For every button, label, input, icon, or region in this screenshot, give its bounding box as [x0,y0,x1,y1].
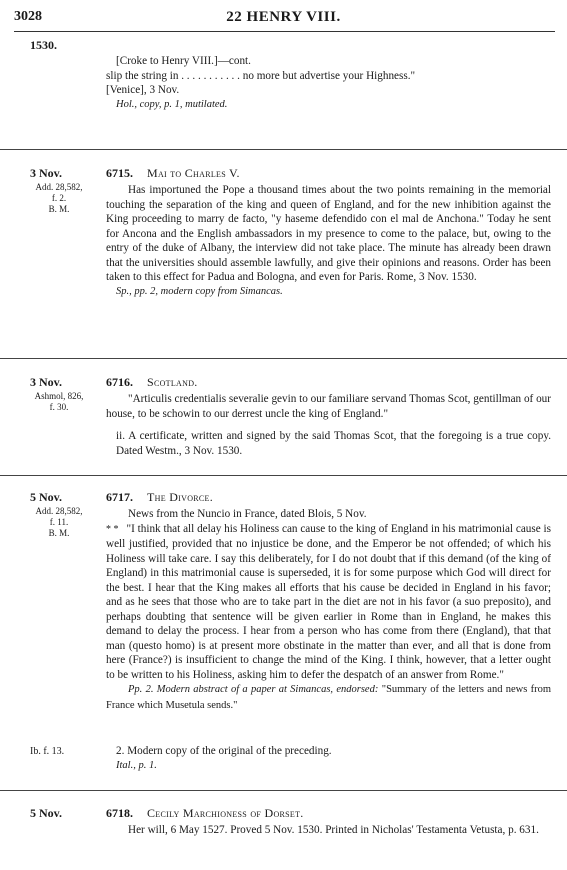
entry-footnote-quote: "Summary of the letters and news from France which Musetula sends." [106,684,551,711]
continued-footnote: Hol., copy, p. 1, mutilated. [116,98,228,110]
entry-title: The Divorce. [147,490,214,504]
year-marker: 1530. [30,38,57,52]
continued-place-date: [Venice], 3 Nov. [106,84,180,96]
entry-heading [106,166,240,181]
entry-separator [0,358,567,359]
continued-heading: [Croke to Henry VIII.]—cont. [116,55,251,67]
entry-text: "I think that all delay his Holiness can cause to the king of England in his matrimonial cause is well justified, provided that no injustice be done, and the Emperor be not offended; of which his Holiness will take care. I say this deliberately, for I do not doubt that if this demand (of the king of England) in this matrimonial cause is superseded, it is for some purpose which God will direct for the best. I hear that the King makes all efforts that his cause be decided in England in his favor; and as he sees that those who are to take part in the diet are not in his favor (a suo preposito), and perhaps doubting that sentence will be given earlier in Rome than in England, he makes this demand to delay the process. I hear from a person who has come from there (England), that that man (questo homo) is at present more obstinate in the matter than ever, and all that is done from here (France?) is insufficient to change the mind of the King. I think, however, that a letter ought to be written to his Holiness, asking him to defer the despatch of an answer from Rome." [106,522,551,681]
entry-body [106,392,551,458]
ref-line: f. 11. [49,517,69,527]
entry-body [106,507,551,713]
entry-date: 5 Nov. [30,490,63,504]
ref-line: Add. 28,582, [35,182,83,192]
ref-line: B. M. [48,528,70,538]
entry-source-ref [30,182,88,215]
entry-title: Scotland. [147,375,198,389]
entry-number: 6718. [106,806,133,820]
entry-heading [106,490,213,505]
entry-title: Mai to Charles V. [147,166,240,180]
entry-text-secondary: ii. A certificate, written and signed by the said Thomas Scot, that the foregoing is a true copy. Dated Westm., 3 Nov. 1530. [116,430,551,457]
entry-heading [106,806,304,821]
ref-line: Ashmol, 826, [34,391,84,401]
entry-date: 3 Nov. [30,166,63,180]
ref-line: f. 2. [51,193,67,203]
sub-entry-ref: Ib. f. 13. [30,746,65,757]
entry-body [106,823,551,838]
entry-number: 6716. [106,375,133,389]
ref-line: Add. 28,582, [35,506,83,516]
entry-date: 5 Nov. [30,806,63,820]
sub-entry-footnote: Ital., p. 1. [116,759,157,771]
entry-text: "Articulis credentialis severalie gevin to our familiare servand Thomas Scot, gentillman of our house, to be schowin to our derrest uncle the king of England." [106,393,551,420]
entry-number: 6715. [106,166,133,180]
entry-separator [0,149,567,150]
continued-line: slip the string in . . . . . . . . . . . no more but advertise your Highness." [106,69,416,82]
entry-footnote: Pp. 2. Modern abstract of a paper at Simancas, endorsed: [128,684,379,695]
entry-text: Her will, 6 May 1527. Proved 5 Nov. 1530. Printed in Nicholas' Testamenta Vetusta, p. 631. [128,824,539,836]
entry-separator [0,475,567,476]
entry-title: Cecily Marchioness of Dorset. [147,806,304,820]
entry-text: Has importuned the Pope a thousand times about the two points remaining in the memorial touching the separation of the king and queen of England, and for the new inhibition against the King proceeding to marry de facto, "y haseme defendido con el mal de Anchona." Today he sent for Ancona and the English ambassadors in my presence to come to the palace, but, owing to the entry of the duke of Albany, the interview did not take place. The minute has already been drawn that the universities should assemble lawfully, and give their opinions and reasons. Order has been taken to this effect for Padua and Bologna, and even for Paris. Rome, 3 Nov. 1530. [106,184,551,283]
entry-source-ref [30,506,88,539]
entry-heading [106,375,198,390]
entry-body [106,183,551,299]
entry-footnote: Sp., pp. 2, modern copy from Simancas. [116,285,283,297]
ref-line: f. 30. [49,402,69,412]
entry-number: 6717. [106,490,133,504]
sub-entry-text: 2. Modern copy of the original of the preceding. [116,745,332,757]
header-rule [14,31,555,32]
continued-entry [106,54,551,112]
page-number: 3028 [14,9,42,24]
entry-source-ref [30,391,88,413]
sub-entry [106,744,551,773]
entry-intro: News from the Nuncio in France, dated Blois, 5 Nov. [128,508,367,520]
entry-date: 3 Nov. [30,375,63,389]
entry-separator [0,790,567,791]
running-title: 22 HENRY VIII. [226,9,341,25]
ref-line: B. M. [48,204,70,214]
omission-marks: * * [106,523,119,535]
